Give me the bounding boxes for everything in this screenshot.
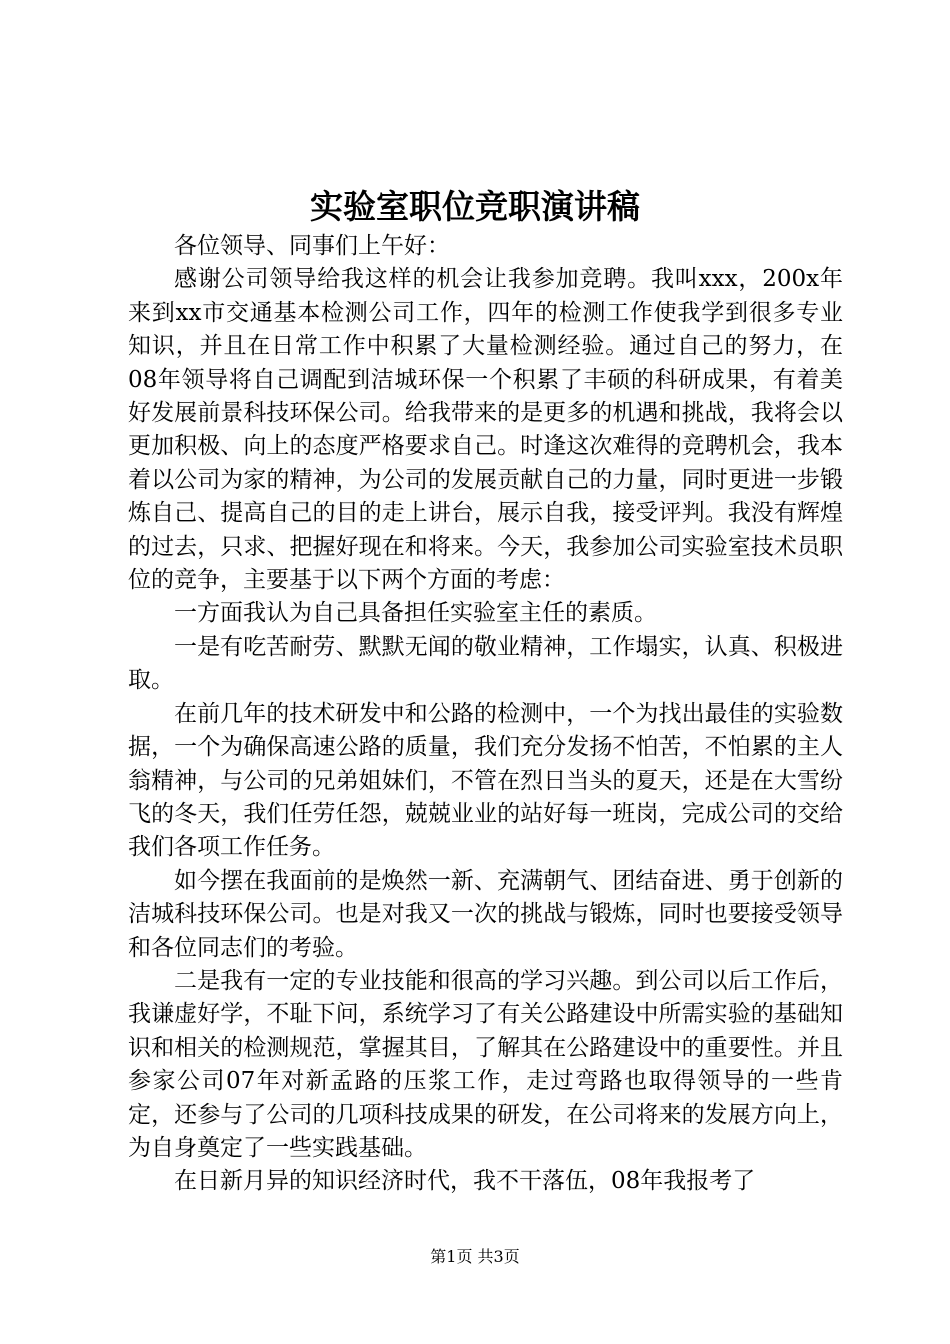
body-paragraph: 一是有吃苦耐劳、默默无闻的敬业精神，工作塌实，认真、积极进取。 bbox=[128, 633, 843, 694]
salutation-paragraph: 各位领导、同事们上午好： bbox=[174, 233, 450, 259]
body-paragraph: 二是我有一定的专业技能和很高的学习兴趣。到公司以后工作后，我谦虚好学，不耻下问，系统学习了有关公路建设中所需实验的基础知识和相关的检测规范，掌握其目，了解其在公路建设中的重要性。并且参家公司07年对新孟路的压浆工作，走过弯路也取得领导的一些肯定，还参与了公司的几项科技成果的研发，在公司将来的发展方向上，为自身奠定了一些实践基础。 bbox=[128, 967, 843, 1161]
body-paragraph: 在前几年的技术研发中和公路的检测中，一个为找出最佳的实验数据，一个为确保高速公路的质量，我们充分发扬不怕苦，不怕累的主人翁精神，与公司的兄弟姐妹们，不管在烈日当头的夏天，还是在大雪纷飞的冬天，我们任劳任怨，兢兢业业的站好每一班岗，完成公司的交给我们各项工作任务。 bbox=[128, 700, 843, 861]
page-number-footer: 第1页 共3页 bbox=[430, 1247, 520, 1266]
document-title: 实验室职位竞职演讲稿 bbox=[310, 187, 640, 226]
body-paragraph: 在日新月异的知识经济时代，我不干落伍，08年我报考了 bbox=[174, 1168, 756, 1195]
body-paragraph: 如今摆在我面前的是焕然一新、充满朝气、团结奋进、勇于创新的洁城科技环保公司。也是对我又一次的挑战与锻炼，同时也要接受领导和各位同志们的考验。 bbox=[128, 867, 843, 961]
body-paragraph: 一方面我认为自己具备担任实验室主任的素质。 bbox=[174, 600, 657, 627]
document-body bbox=[128, 230, 843, 1199]
body-paragraph: 感谢公司领导给我这样的机会让我参加竞聘。我叫xxx，200x年来到xx市交通基本检测公司工作，四年的检测工作使我学到很多专业知识，并且在日常工作中积累了大量检测经验。通过自己的努力，在08年领导将自己调配到洁城环保一个积累了丰硕的科研成果，有着美好发展前景科技环保公司。给我带来的是更多的机遇和挑战，我将会以更加积极、向上的态度严格要求自己。时逢这次难得的竞聘机会，我本着以公司为家的精神，为公司的发展贡献自己的力量，同时更进一步锻炼自己、提高自己的目的走上讲台，展示自我，接受评判。我没有辉煌的过去，只求、把握好现在和将来。今天，我参加公司实验室技术员职位的竞争，主要基于以下两个方面的考虑： bbox=[128, 266, 843, 594]
